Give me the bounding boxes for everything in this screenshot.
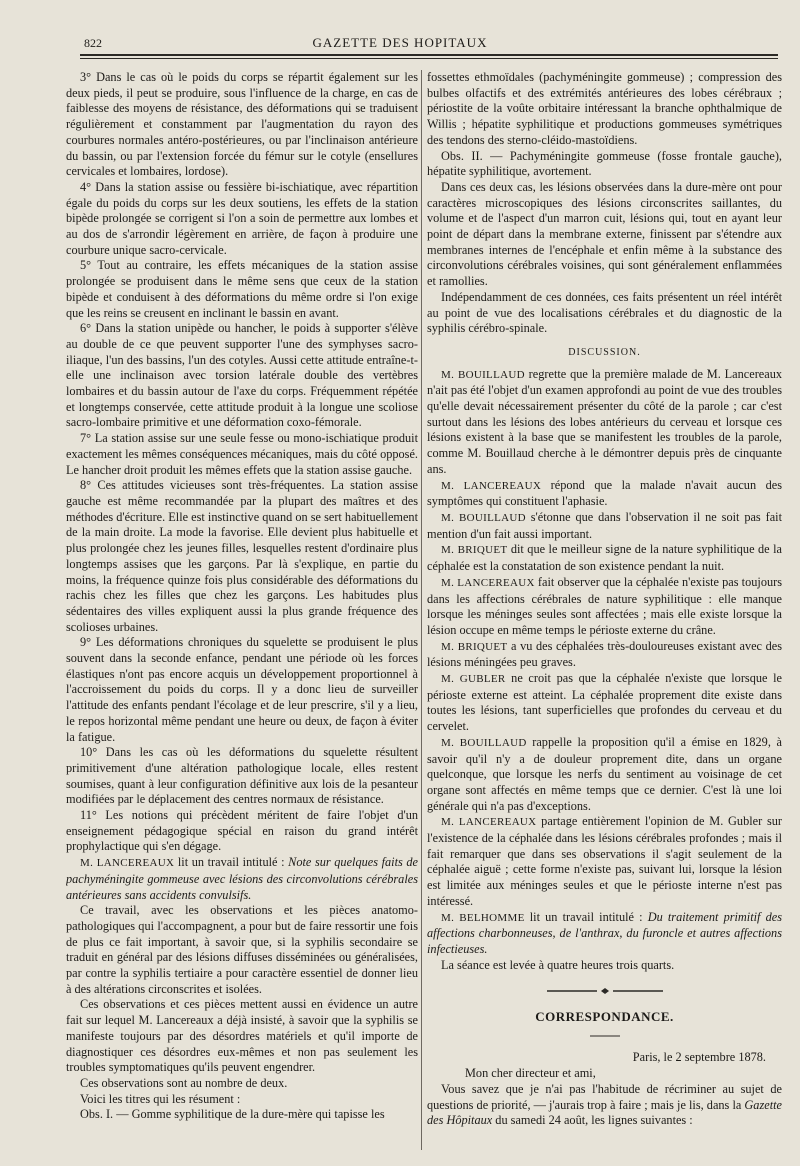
paragraph: Ce travail, avec les observations et les pièces anatomo-pathologiques qui l'accompagnent, a pour but de faire ressortir une fois de plus ce fait important, à savoir que, si la syphilis secondaire se traduit en général par des lésions diffuses disséminées ou généralisées, par contre la syphilis tertiaire a pour caractère essentiel de donner lieu à des altérations circonscrites et isolées. — [66, 903, 418, 996]
paragraph — [427, 814, 782, 909]
paragraph-text: lit un travail intitulé : — [174, 855, 289, 870]
paragraph — [427, 367, 782, 478]
paragraph — [427, 1082, 782, 1129]
work-title: Du traitement primitif des affections charbonneuses, de l'anthrax, du furoncle et autres affections infectieuses. — [427, 909, 782, 956]
paragraph: 11° Les notions qui précèdent méritent de faire l'objet d'un enseignement pédagogique spécial en raison du grand intérêt prophylactique qui s'en dégage. — [66, 808, 418, 854]
page-header — [0, 0, 800, 66]
right-column — [427, 70, 782, 1160]
paragraph — [427, 575, 782, 639]
paragraph: Indépendamment de ces données, ces faits présentent un réel intérêt au point de vue des localisations cérébrales et du diagnostic de la syphilis cérébro-spinale. — [427, 289, 782, 336]
correspondence-heading: CORRESPONDANCE. — [535, 1009, 674, 1025]
paragraph-text: partage entièrement l'opinion de M. Gubler sur l'existence de la céphalée dans les lésions cérébrales profondes ; mais il fait remarquer que dans ses observations il s'agit seulement de la céphalée aiguë ; cette forme n'existe pas, suivant lui, lorsque la lésion est limitée aux méninges seules et que le périoste interne n'est pas intéressé. — [427, 814, 782, 908]
journal-title: GAZETTE DES HOPITAUX — [312, 35, 488, 50]
letter-salutation: Mon cher directeur et ami, — [465, 1066, 596, 1081]
paragraph: 4° Dans la station assise ou fessière bi-ischiatique, avec répartition égale du poids du corps sur les deux soutiens, les effets de la station bipède prolongée se corrigent si l'on a soin de permettre aux lombes et au dos de s'arrondir légèrement en arrière, de façon à produire une courbure unique sacro-cervicale. — [66, 179, 418, 257]
paragraph-text: fait observer que la céphalée n'existe pas toujours dans les affections cérébrales de nature syphilitique : elle manque lorsque les méninges seules sont affectées ; mais elle existe lorsque la lésion occupe en même temps le périoste externe du crâne. — [427, 574, 782, 637]
paragraph: Ces observations et ces pièces mettent aussi en évidence un autre fait sur lequel M. Lancereaux a déjà insisté, à savoir que la syphilis se manifeste toujours par des désordres matériels et qu'il importe de diagnostiquer ces désordres eux-mêmes et non pas seulement les troubles symptomatiques qu'ils peuvent engendrer. — [66, 997, 418, 1075]
paragraph — [427, 735, 782, 815]
paragraph: fossettes ethmoïdales (pachyméningite gommeuse) ; compression des bulbes olfactifs et des extrémités antérieures des lobes cérébraux ; périostite de la voûte orbitaire intéressant la branche ophthalmique de Willis ; hépatite syphilitique et productions gommeuses symétriques des tendons des sterno-cléido-mastoïdiens. — [427, 70, 782, 147]
speaker-name: M. GUBLER — [441, 673, 506, 686]
speaker-name: M. LANCEREAUX — [441, 576, 535, 589]
speaker-name: M. LANCEREAUX — [441, 816, 537, 829]
speaker-name: M. LANCEREAUX — [80, 857, 175, 870]
heading-underline — [427, 1027, 782, 1043]
paragraph — [427, 542, 782, 574]
paragraph: Ces observations sont au nombre de deux. — [80, 1076, 288, 1090]
paragraph: Obs. I. — Gomme syphilitique de la dure-mère qui tapisse les — [80, 1107, 385, 1122]
paragraph: La séance est levée à quatre heures trois quarts. — [441, 957, 675, 972]
paragraph — [66, 855, 418, 903]
paragraph: Voici les titres qui les résument : — [80, 1091, 241, 1106]
letter-date: Paris, le 2 septembre 1878. — [632, 1050, 766, 1065]
paragraph-text: ne croit pas que la céphalée n'existe que lorsque le périoste externe est atteint. La céphalée proprement dite existe dans toutes les lésions, tant superficielles que profondes du cerveau et du cervelet. — [427, 671, 782, 734]
speaker-name: M. LANCEREAUX — [441, 479, 542, 492]
speaker-name: M. BRIQUET — [441, 640, 508, 653]
paragraph: 8° Ces attitudes vicieuses sont très-fréquentes. La station assise gauche est même recommandée par la plupart des maîtres et des méthodes d'écriture. Elle est instinctive quand on se sert habituellement de la main droite. La mode la favorise. Elle devient plus habituelle et plus prolongée chez les jeunes filles, lesquelles restent d'ordinaire plus longtemps assises que les garçons. Par là s'explique, en partie du moins, la fréquence quinze fois plus considérable des déformations du rachis chez les filles que chez les garçons. Les habitudes plus sédentaires des villes expliquent aussi la plus grande fréquence des scolioses urbaines. — [66, 478, 418, 634]
paragraph-text: lit un travail intitulé : — [524, 909, 648, 924]
journal-reference: Gazette des Hôpitaux — [427, 1097, 782, 1128]
paragraph-text: Vous savez que je n'ai pas l'habitude de récriminer au sujet de questions de priorité, — j'aurais trop à faire ; mais je lis, dans la — [427, 1081, 782, 1112]
header-rule-thin — [80, 58, 778, 59]
paragraph: 10° Dans les cas où les déformations du squelette résultent primitivement d'une altération pathologique locale, elles restent soumises, quant à leur configuration définitive aux lois de la pesanteur modifiées par le déplacement des centres normaux de résistance. — [66, 745, 418, 807]
paragraph-text: s'étonne que dans l'observation il ne soit pas fait mention d'un fait aussi important. — [427, 509, 782, 541]
paragraph: 9° Les déformations chroniques du squelette se produisent le plus souvent dans la seconde enfance, pendant une période où les forces élastiques n'ont pas encore acquis un développement proportionnel à l'accroissement du poids du corps. Il y a donc lieu de surveiller l'attitude des enfants pendant l'écolage et de leur prescrire, s'il y a lieu, le repos horizontal même pendant une heure ou deux, de façon à éviter la fatigue. — [66, 635, 418, 744]
section-separator-ornament — [427, 985, 782, 1001]
paragraph: 3° Dans le cas où le poids du corps se répartit également sur les deux pieds, il peut se produire, sous l'influence de la charge, en cas de faiblesse des moyens de résistance, des déformations qui se traduisent régulièrement et constamment par l'augmentation du rayon des courbures normales antéro-postérieures, ou par l'inclinaison antérieure du bassin, ou par l'extension forcée du fémur sur le cotyle (ensellures cervicales et lombaires, lordose). — [66, 70, 418, 179]
paragraph — [427, 639, 782, 671]
speaker-name: M. BOUILLAUD — [441, 511, 526, 524]
paragraph: 7° La station assise sur une seule fesse ou mono-ischiatique produit exactement les mêmes conséquences mécaniques, mais du côté opposé. Le hancher droit produit les mêmes effets que la station assise gauche. — [66, 431, 418, 477]
paragraph-text: regrette que la première malade de M. Lancereaux n'ait pas été l'objet d'un examen approfondi au point de vue des troubles qu'elle devait nécessairement présenter du côté de la parole ; car c'est surtout dans les lésions des lobes antérieurs du cerveau et lorsque ces lésions existent à la base que se manifestent les troubles de la parole, comme M. Bouillaud cherche à le démontrer depuis près de cinquante ans. — [427, 366, 782, 476]
page-number: 822 — [84, 36, 102, 50]
paragraph — [427, 910, 782, 958]
paragraph-text: a vu des céphalées très-douloureuses existant avec des lésions méningées peu graves. — [427, 638, 782, 670]
paragraph-text: répond que la malade n'avait aucun des symptômes qui constituent l'aphasie. — [427, 477, 782, 509]
speaker-name: M. BELHOMME — [441, 911, 525, 924]
speaker-name: M. BOUILLAUD — [441, 736, 527, 749]
paragraph-text: du samedi 24 août, les lignes suivantes : — [492, 1113, 693, 1128]
paragraph — [427, 478, 782, 510]
paragraph: Dans ces deux cas, les lésions observées dans la dure-mère ont pour caractères microscopiques des lésions circonscrites saillantes, du volume et de l'aspect d'un marron cuit, lésions qui, tout en ayant leur point de départ dans la membrane externe, finissent par s'étendre aux membranes internes de l'encéphale et enfin même à la substance des circonvolutions cérébrales voisines, qui sont généralement enflammées et ramollies. — [427, 179, 782, 289]
paragraph: 5° Tout au contraire, les effets mécaniques de la station assise prolongée se produisent dans le même sens que ceux de la station bipède et conduisent à des déformations du même ordre si l'on exige que les reins se creusent en inclinant le bassin en avant. — [66, 258, 418, 320]
column-divider — [421, 70, 422, 1150]
discussion-heading: DISCUSSION. — [568, 346, 641, 358]
paragraph — [427, 671, 782, 735]
paragraph-text: rappelle la proposition qu'il a émise en 1829, à savoir qu'il n'y a de douleur proprement dite, dans un organe quelconque, que lorsque les nerfs du sentiment au voisinage de cet organe sont affectés en même temps que ce dernier. C'est là une loi générale qui n'a pas d'exceptions. — [427, 734, 782, 813]
left-column — [66, 70, 418, 1160]
paragraph: 6° Dans la station unipède ou hancher, le poids à supporter s'élève au double de ce que peuvent supporter l'une des symphyses sacro-iliaque, l'un des bassins, l'un des cotyles. Aussi cette attitude entraîne-t-elle une inclinaison avec torsion latérale double des vertèbres lombaires et du bassin autour de l'axe du corps. Fréquemment répétée et longtemps conservée, cette attitude produit à la longue une scoliose sacro-lombaire primitive et une déformation coxo-fémorale. — [66, 321, 418, 430]
paragraph-text: dit que le meilleur signe de la nature syphilitique de la céphalée est la constatation de son existence pendant la nuit. — [427, 542, 782, 574]
work-title: Note sur quelques faits de pachyméningite gommeuse avec lésions des circonvolutions cérébrales antérieures sans accidents convulsifs. — [66, 855, 418, 902]
speaker-name: M. BOUILLAUD — [441, 368, 525, 381]
paragraph: Obs. II. — Pachyméningite gommeuse (fosse frontale gauche), hépatite syphilitique, avortement. — [427, 148, 782, 179]
paragraph — [427, 510, 782, 542]
header-rule-thick — [80, 54, 778, 56]
speaker-name: M. BRIQUET — [441, 544, 508, 557]
